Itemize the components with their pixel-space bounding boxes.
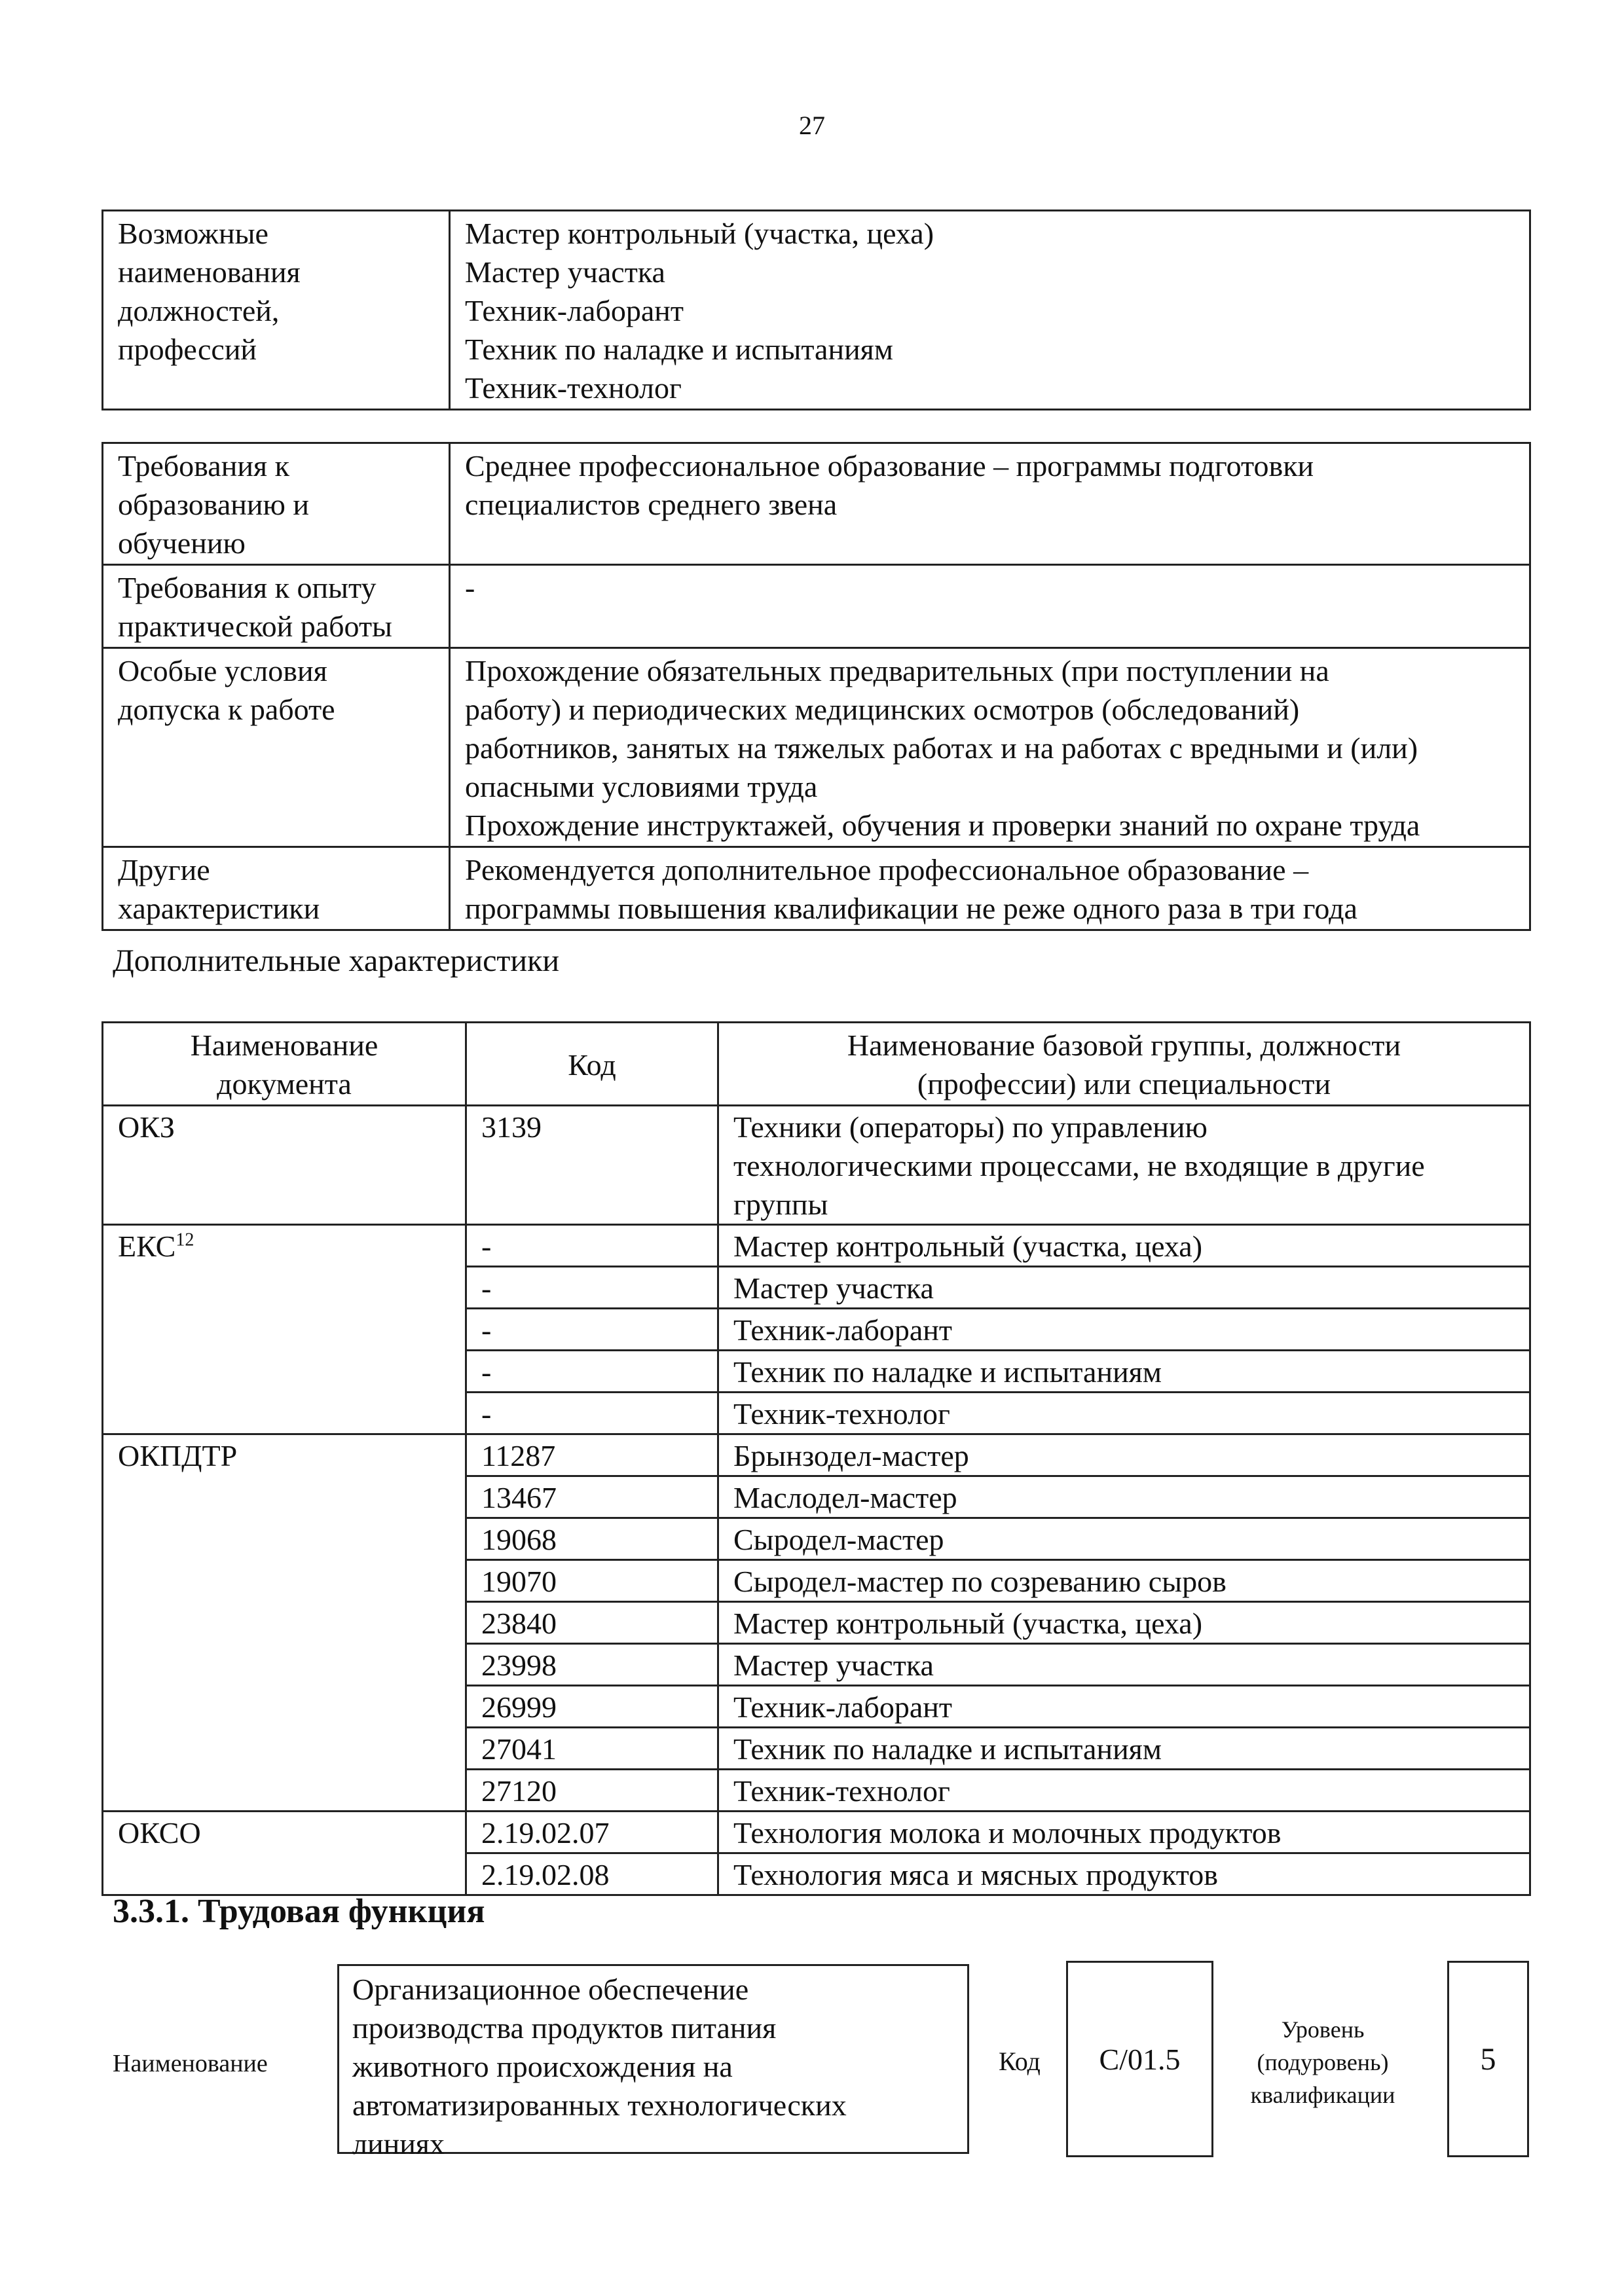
value-line: специалистов среднего звена xyxy=(465,488,838,521)
position-name: Мастер контрольный (участка, цеха) xyxy=(465,217,934,250)
other-characteristics-label xyxy=(103,847,450,930)
name-cell: Мастер участка xyxy=(718,1267,1530,1309)
doc-okpdtr: ОКПДТР xyxy=(103,1434,466,1812)
value-line: - xyxy=(465,571,475,604)
value-line: Среднее профессиональное образование – программы подготовки xyxy=(465,449,1314,483)
name-line: Техники (операторы) по управлению xyxy=(733,1110,1208,1144)
position-name: Техник по наладке и испытаниям xyxy=(465,333,893,366)
positions-table xyxy=(101,210,1531,410)
label-line: Возможные xyxy=(118,217,268,250)
name-cell xyxy=(718,1106,1530,1225)
position-name: Техник-технолог xyxy=(465,371,682,405)
code-cell: 26999 xyxy=(466,1686,718,1728)
value-line: работу) и периодических медицинских осмотров (обследований) xyxy=(465,693,1300,726)
function-name-line: животного происхождения на xyxy=(352,2050,733,2083)
name-cell: Техник по наладке и испытаниям xyxy=(718,1351,1530,1393)
code-cell: - xyxy=(466,1225,718,1267)
special-conditions-row xyxy=(103,648,1530,847)
education-row xyxy=(103,443,1530,565)
label-line: практической работы xyxy=(118,610,392,643)
code-cell: 23840 xyxy=(466,1602,718,1644)
header-name xyxy=(718,1023,1530,1106)
function-name-line: линиях xyxy=(352,2127,445,2160)
code-cell: - xyxy=(466,1351,718,1393)
value-line: Прохождение инструктажей, обучения и проверки знаний по охране труда xyxy=(465,809,1420,842)
name-cell: Техник-технолог xyxy=(718,1393,1530,1434)
education-label xyxy=(103,443,450,565)
code-cell: 2.19.02.07 xyxy=(466,1812,718,1853)
name-cell: Техник по наладке и испытаниям xyxy=(718,1728,1530,1770)
header-line: (профессии) или специальности xyxy=(917,1067,1331,1101)
table-row xyxy=(103,1812,1530,1853)
header-line: Наименование базовой группы, должности xyxy=(847,1029,1401,1062)
name-cell: Мастер участка xyxy=(718,1644,1530,1686)
header-line: документа xyxy=(217,1067,352,1101)
requirements-table xyxy=(101,442,1531,931)
experience-value xyxy=(450,565,1530,648)
doc-eks xyxy=(103,1225,466,1434)
label-line: допуска к работе xyxy=(118,693,335,726)
additional-characteristics-table xyxy=(101,1021,1531,1896)
function-code-label: Код xyxy=(999,2047,1041,2076)
page-number: 27 xyxy=(799,111,825,140)
code-cell: 2.19.02.08 xyxy=(466,1853,718,1895)
label-line: Требования к опыту xyxy=(118,571,377,604)
name-cell: Техник-лаборант xyxy=(718,1309,1530,1351)
doc-eks-label: ЕКС xyxy=(118,1230,176,1263)
label-line: должностей, xyxy=(118,294,280,327)
label-line: характеристики xyxy=(118,892,320,925)
name-cell: Мастер контрольный (участка, цеха) xyxy=(718,1225,1530,1267)
experience-row xyxy=(103,565,1530,648)
value-line: Прохождение обязательных предварительных (при поступлении на xyxy=(465,654,1329,687)
code-cell: 23998 xyxy=(466,1644,718,1686)
function-name-box xyxy=(337,1964,969,2160)
footnote-marker: 12 xyxy=(175,1230,194,1250)
doc-okz: ОКЗ xyxy=(103,1106,466,1225)
position-name: Техник-лаборант xyxy=(465,294,684,327)
name-line: технологическими процессами, не входящие в другие xyxy=(733,1149,1425,1182)
function-code-box: C/01.5 xyxy=(1066,1961,1213,2157)
value-line: работников, занятых на тяжелых работах и на работах с вредными и (или) xyxy=(465,731,1418,765)
level-label-line: (подуровень) xyxy=(1257,2049,1389,2075)
name-line: группы xyxy=(733,1188,828,1221)
section-title: 3.3.1. Трудовая функция xyxy=(113,1893,485,1930)
name-cell: Технология мяса и мясных продуктов xyxy=(718,1853,1530,1895)
name-cell: Технология молока и молочных продуктов xyxy=(718,1812,1530,1853)
additional-characteristics-title: Дополнительные характеристики xyxy=(113,943,560,978)
name-cell: Маслодел-мастер xyxy=(718,1476,1530,1518)
name-cell: Брынзодел-мастер xyxy=(718,1434,1530,1476)
label-line: наименования xyxy=(118,255,301,289)
other-characteristics-row xyxy=(103,847,1530,930)
code-cell: - xyxy=(466,1267,718,1309)
position-name: Мастер участка xyxy=(465,255,665,289)
function-name-line: Организационное обеспечение xyxy=(352,1973,749,2006)
name-cell: Мастер контрольный (участка, цеха) xyxy=(718,1602,1530,1644)
special-conditions-label xyxy=(103,648,450,847)
label-line: Особые условия xyxy=(118,654,327,687)
positions-value-cell xyxy=(450,211,1530,410)
name-cell: Техник-лаборант xyxy=(718,1686,1530,1728)
education-value xyxy=(450,443,1530,565)
table-row xyxy=(103,1225,1530,1267)
header-code: Код xyxy=(466,1023,718,1106)
function-name-line: автоматизированных технологических xyxy=(352,2088,847,2122)
function-name-label: Наименование xyxy=(113,2050,268,2077)
experience-label xyxy=(103,565,450,648)
name-cell: Сыродел-мастер по созреванию сыров xyxy=(718,1560,1530,1602)
other-characteristics-value xyxy=(450,847,1530,930)
label-line: обучению xyxy=(118,526,246,560)
code-cell: 13467 xyxy=(466,1476,718,1518)
okz-row xyxy=(103,1106,1530,1225)
level-label-line: квалификации xyxy=(1250,2082,1395,2108)
label-line: Другие xyxy=(118,853,210,886)
value-line: опасными условиями труда xyxy=(465,770,818,803)
code-cell: 27041 xyxy=(466,1728,718,1770)
code-cell: 19070 xyxy=(466,1560,718,1602)
table-header-row xyxy=(103,1023,1530,1106)
label-line: образованию и xyxy=(118,488,309,521)
label-line: профессий xyxy=(118,333,257,366)
positions-label-cell xyxy=(103,211,450,410)
value-line: Рекомендуется дополнительное профессиональное образование – xyxy=(465,853,1309,886)
code-cell: 3139 xyxy=(466,1106,718,1225)
level-label-line: Уровень xyxy=(1281,2016,1365,2043)
value-line: программы повышения квалификации не реже одного раза в три года xyxy=(465,892,1357,925)
code-cell: - xyxy=(466,1393,718,1434)
qualification-level-label xyxy=(1225,2013,1421,2111)
qualification-level-box: 5 xyxy=(1447,1961,1529,2157)
special-conditions-value xyxy=(450,648,1530,847)
name-cell: Техник-технолог xyxy=(718,1770,1530,1812)
table-row xyxy=(103,1434,1530,1476)
header-document xyxy=(103,1023,466,1106)
code-cell: - xyxy=(466,1309,718,1351)
code-cell: 27120 xyxy=(466,1770,718,1812)
doc-okso: ОКСО xyxy=(103,1812,466,1895)
code-cell: 19068 xyxy=(466,1518,718,1560)
header-line: Наименование xyxy=(190,1029,378,1062)
name-cell: Сыродел-мастер xyxy=(718,1518,1530,1560)
function-name-line: производства продуктов питания xyxy=(352,2011,777,2045)
code-cell: 11287 xyxy=(466,1434,718,1476)
label-line: Требования к xyxy=(118,449,289,483)
